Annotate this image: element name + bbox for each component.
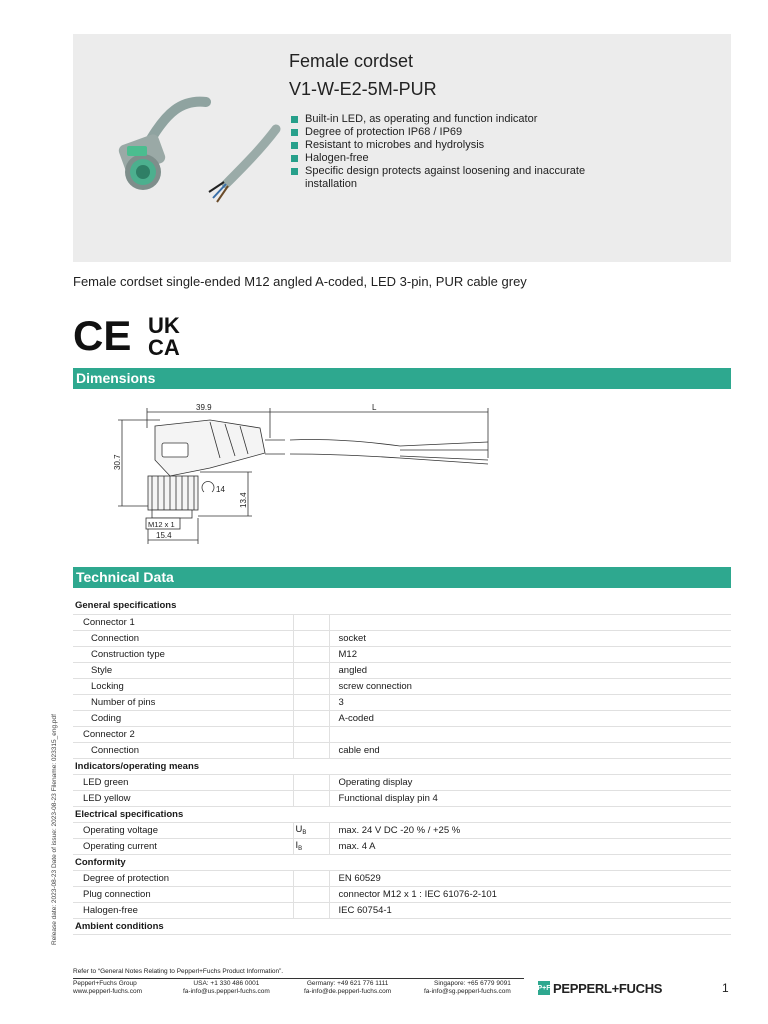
footer-usa: USA: +1 330 486 0001 fa-info@us.pepperl-fuchs.com: [183, 980, 270, 995]
spec-value: socket: [329, 630, 731, 646]
dim-length-label: L: [372, 403, 377, 412]
table-row: [73, 758, 731, 774]
spec-value: angled: [329, 662, 731, 678]
spec-value: 3: [329, 694, 731, 710]
dim-nut-height-label: 13.4: [239, 492, 248, 508]
svg-text:CE: CE: [73, 313, 132, 357]
spec-symbol: $I_B$: [293, 838, 329, 854]
table-row: [73, 774, 731, 790]
spec-symbol: [293, 902, 329, 918]
table-row: [73, 886, 731, 902]
table-row: [73, 854, 731, 870]
technical-data-heading: Technical Data: [73, 567, 731, 588]
spec-value: cable end: [329, 742, 731, 758]
square-bullet-icon: [291, 142, 298, 149]
spec-label: General specifications: [73, 598, 293, 614]
spec-value: [329, 806, 731, 822]
spec-label: Style: [73, 662, 293, 678]
table-row: [73, 838, 731, 854]
spec-symbol: [293, 742, 329, 758]
spec-value: [329, 758, 731, 774]
dim-nut-width-label: 15.4: [156, 531, 172, 540]
spec-value: A-coded: [329, 710, 731, 726]
ce-mark-icon: [73, 313, 131, 357]
spec-label: Operating current: [73, 838, 293, 854]
dimensions-heading: Dimensions: [73, 368, 731, 389]
product-title: Female cordset: [289, 51, 414, 71]
spec-value: EN 60529: [329, 870, 731, 886]
spec-symbol: [293, 758, 329, 774]
spec-value: screw connection: [329, 678, 731, 694]
footer-divider: [73, 978, 524, 979]
table-row: [73, 822, 731, 838]
spec-value: max. 4 A: [329, 838, 731, 854]
spec-value: M12: [329, 646, 731, 662]
spec-label: Connector 2: [73, 726, 293, 742]
spec-symbol: [293, 662, 329, 678]
spec-value: [329, 614, 731, 630]
spec-symbol: [293, 886, 329, 902]
product-description: Female cordset single-ended M12 angled A-coded, LED 3-pin, PUR cable grey: [73, 274, 527, 289]
page-number: 1: [722, 981, 729, 995]
table-row: [73, 790, 731, 806]
footer-website-link[interactable]: www.pepperl-fuchs.com: [73, 988, 142, 995]
table-row: [73, 902, 731, 918]
spec-value: [329, 726, 731, 742]
spec-symbol: [293, 790, 329, 806]
spec-symbol: [293, 806, 329, 822]
footer-group: Pepperl+Fuchs Group www.pepperl-fuchs.com: [73, 980, 142, 995]
technical-data-table: [73, 598, 731, 935]
spec-value: [329, 854, 731, 870]
spec-label: LED green: [73, 774, 293, 790]
dim-width-label: 39.9: [196, 403, 212, 412]
spec-label: Coding: [73, 710, 293, 726]
square-bullet-icon: [291, 129, 298, 136]
spec-label: Degree of protection: [73, 870, 293, 886]
table-row: [73, 918, 731, 934]
ukca-mark-icon: [148, 313, 180, 357]
table-row: [73, 662, 731, 678]
spec-symbol: [293, 614, 329, 630]
product-header: [73, 34, 731, 262]
spec-symbol: [293, 630, 329, 646]
svg-text:CA: CA: [148, 335, 180, 357]
spec-symbol: [293, 678, 329, 694]
spec-label: Number of pins: [73, 694, 293, 710]
spec-label: Connection: [73, 630, 293, 646]
spec-symbol: [293, 774, 329, 790]
spec-symbol: [293, 870, 329, 886]
spec-value: IEC 60754-1: [329, 902, 731, 918]
table-row: [73, 806, 731, 822]
svg-text:UK: UK: [148, 313, 180, 338]
footer-germany-email-link[interactable]: fa-info@de.pepperl-fuchs.com: [304, 988, 392, 995]
spec-value: Functional display pin 4: [329, 790, 731, 806]
spec-value: [329, 598, 731, 614]
feature-item: Resistant to microbes and hydrolysis: [289, 139, 609, 152]
release-info: Release date: 2023-08-23 Date of issue: 2023-08-23 Filename: 023315_eng.pdf: [51, 714, 58, 945]
table-row: [73, 742, 731, 758]
certification-marks: [73, 313, 193, 357]
spec-label: Electrical specifications: [73, 806, 293, 822]
logo-text: PEPPERL+FUCHS: [553, 980, 663, 996]
pf-logo-icon: P+F: [538, 981, 550, 995]
spec-symbol: [293, 726, 329, 742]
spec-label: Plug connection: [73, 886, 293, 902]
feature-item: Built-in LED, as operating and function indicator: [289, 113, 609, 126]
table-row: [73, 614, 731, 630]
spec-symbol: [293, 710, 329, 726]
square-bullet-icon: [291, 155, 298, 162]
feature-item: Specific design protects against loosening and inaccurate installation: [289, 165, 609, 191]
spec-label: Halogen-free: [73, 902, 293, 918]
spec-value: Operating display: [329, 774, 731, 790]
footer-usa-email-link[interactable]: fa-info@us.pepperl-fuchs.com: [183, 988, 270, 995]
product-model: V1-W-E2-5M-PUR: [289, 79, 437, 99]
footer-singapore: Singapore: +65 6779 9091 fa-info@sg.pepperl-fuchs.com: [424, 980, 511, 995]
spec-value: [329, 918, 731, 934]
spec-symbol: $U_B$: [293, 822, 329, 838]
dimension-drawing: [100, 398, 500, 548]
dim-thread-label: M12 x 1: [148, 520, 175, 529]
spec-label: Indicators/operating means: [73, 758, 293, 774]
pepperl-fuchs-logo: [538, 980, 662, 996]
feature-item: Degree of protection IP68 / IP69: [289, 126, 609, 139]
table-row: [73, 646, 731, 662]
table-row: [73, 694, 731, 710]
table-row: [73, 598, 731, 614]
footer-germany: Germany: +49 621 776 1111 fa-info@de.pepperl-fuchs.com: [304, 980, 392, 995]
spec-label: Construction type: [73, 646, 293, 662]
square-bullet-icon: [291, 116, 298, 123]
spec-value: max. 24 V DC -20 % / +25 %: [329, 822, 731, 838]
spec-label: Ambient conditions: [73, 918, 293, 934]
table-row: [73, 726, 731, 742]
spec-symbol: [293, 694, 329, 710]
spec-symbol: [293, 854, 329, 870]
spec-symbol: [293, 918, 329, 934]
spec-symbol: [293, 598, 329, 614]
spec-label: Connection: [73, 742, 293, 758]
footer-note: Refer to “General Notes Relating to Pepperl+Fuchs Product Information”.: [73, 968, 284, 975]
spec-label: LED yellow: [73, 790, 293, 806]
table-row: [73, 710, 731, 726]
spec-label: Connector 1: [73, 614, 293, 630]
product-image: [91, 94, 291, 214]
square-bullet-icon: [291, 168, 298, 175]
spec-label: Locking: [73, 678, 293, 694]
spec-label: Operating voltage: [73, 822, 293, 838]
table-row: [73, 630, 731, 646]
feature-item: Halogen-free: [289, 152, 609, 165]
spec-label: Conformity: [73, 854, 293, 870]
dim-height-label: 30.7: [113, 454, 122, 470]
spec-symbol: [293, 646, 329, 662]
spec-value: connector M12 x 1 : IEC 61076-2-101: [329, 886, 731, 902]
footer-singapore-email-link[interactable]: fa-info@sg.pepperl-fuchs.com: [424, 988, 511, 995]
table-row: [73, 678, 731, 694]
feature-list: [289, 113, 609, 191]
table-row: [73, 870, 731, 886]
dim-wrench-label: 14: [216, 485, 225, 494]
